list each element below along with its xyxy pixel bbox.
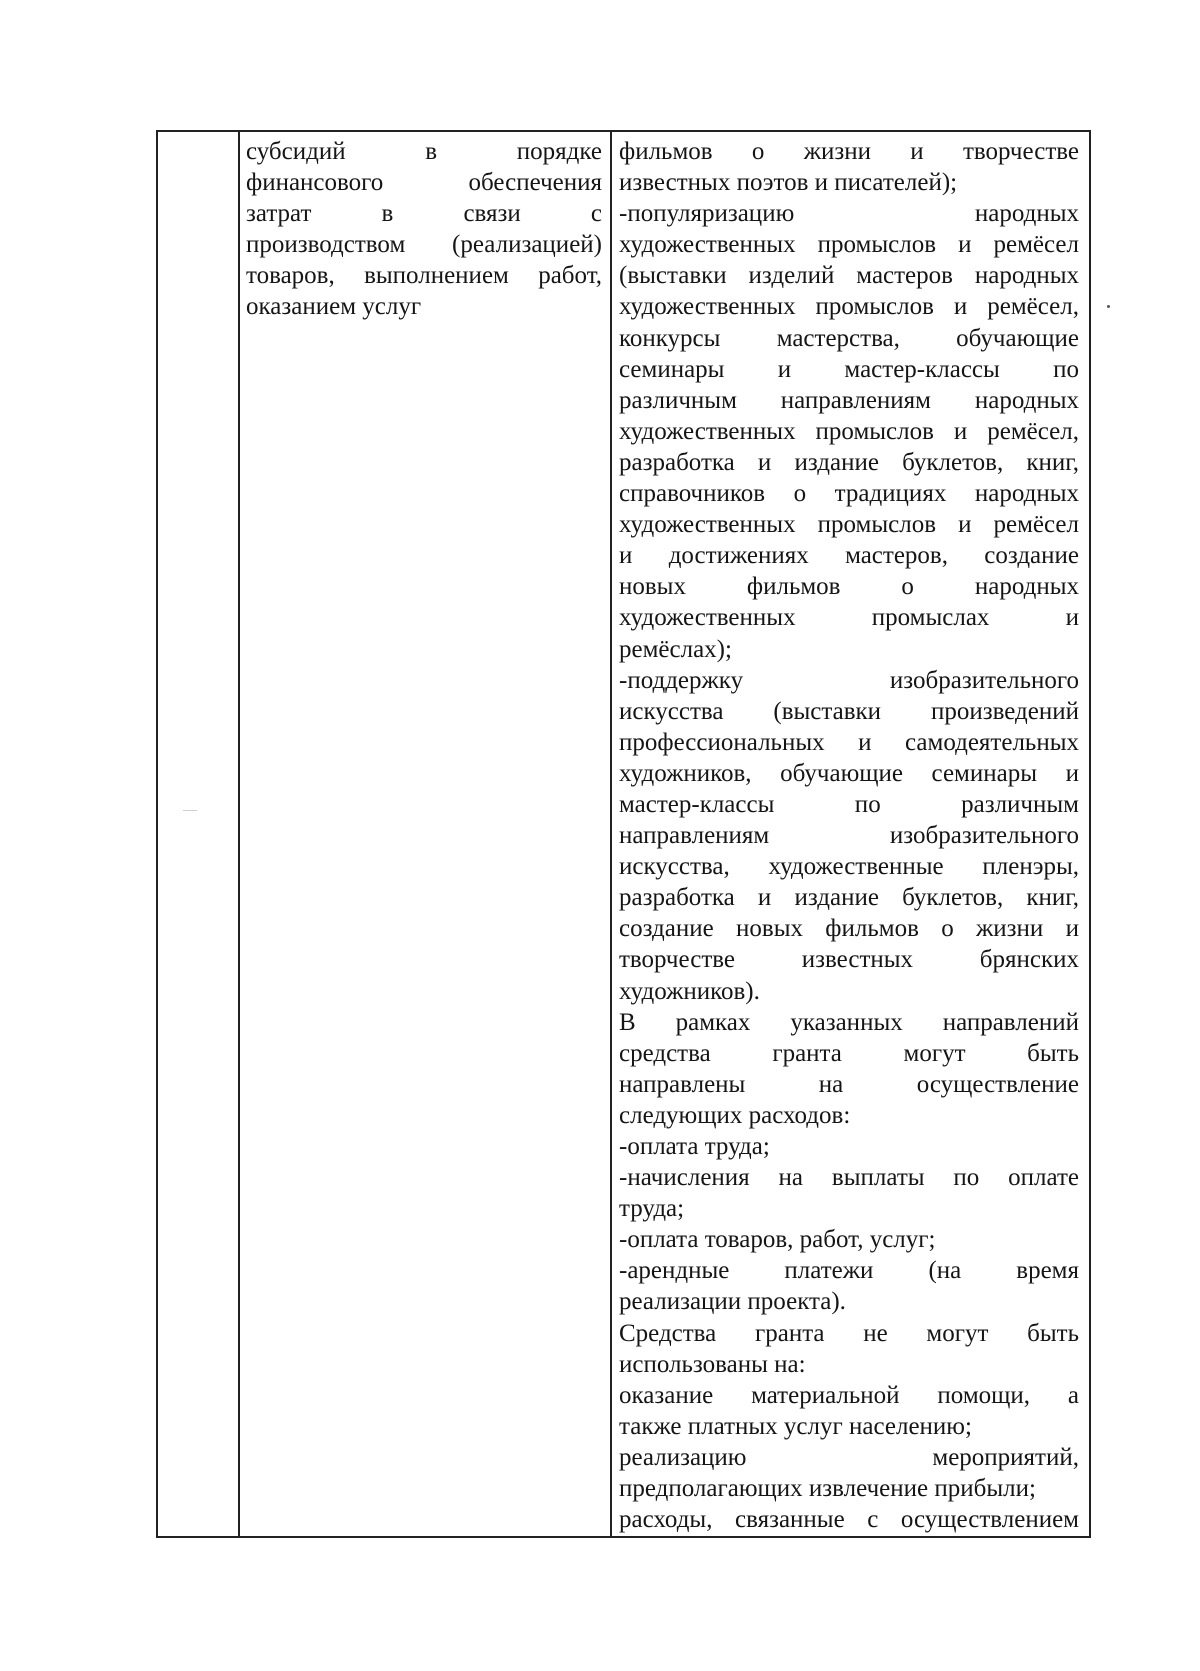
text-line: направлены на осуществление bbox=[619, 1070, 1079, 1098]
text-line: также платных услуг населению; bbox=[619, 1412, 972, 1440]
text-line: затрат в связи с bbox=[246, 200, 602, 228]
text-line: художественных промыслах и bbox=[619, 604, 1079, 632]
text-line: -оплата товаров, работ, услуг; bbox=[619, 1226, 936, 1254]
text-line: художественных промыслов и ремёсел bbox=[619, 231, 1079, 259]
text-line: реализацию мероприятий, bbox=[619, 1443, 1079, 1471]
text-line: производством (реализацией) bbox=[246, 231, 602, 259]
scan-speck bbox=[1107, 305, 1110, 308]
text-line: художественных промыслов и ремёсел, bbox=[619, 293, 1079, 321]
text-line: использованы на: bbox=[619, 1350, 806, 1378]
text-line: субсидий в порядке bbox=[246, 138, 602, 165]
text-line: фильмов о жизни и творчестве bbox=[619, 138, 1079, 165]
text-line: расходы, связанные с осуществлением bbox=[619, 1506, 1079, 1534]
name-cell bbox=[240, 132, 612, 1536]
text-line: конкурсы мастерства, обучающие bbox=[619, 324, 1079, 352]
text-line: -поддержку изобразительного bbox=[619, 666, 1079, 694]
text-line: предполагающих извлечение прибыли; bbox=[619, 1475, 1036, 1503]
text-line: Средства гранта не могут быть bbox=[619, 1319, 1079, 1347]
text-line: новых фильмов о народных bbox=[619, 573, 1079, 601]
text-line: товаров, выполнением работ, bbox=[246, 262, 602, 290]
text-line: творчестве известных брянских bbox=[619, 946, 1079, 974]
text-line: оказанием услуг bbox=[246, 293, 422, 321]
document-table bbox=[156, 130, 1091, 1538]
text-line: известных поэтов и писателей); bbox=[619, 169, 958, 197]
text-line: труда; bbox=[619, 1195, 685, 1223]
text-line: -оплата труда; bbox=[619, 1133, 770, 1160]
text-line: разработка и издание буклетов, книг, bbox=[619, 884, 1079, 912]
text-line: различным направлениям народных bbox=[619, 386, 1079, 414]
description-cell bbox=[612, 132, 1089, 1536]
text-line: В рамках указанных направлений bbox=[619, 1008, 1079, 1036]
text-line: справочников о традициях народных bbox=[619, 480, 1079, 508]
text-line: создание новых фильмов о жизни и bbox=[619, 915, 1079, 943]
text-line: средства гранта могут быть bbox=[619, 1039, 1079, 1067]
text-line: и достижениях мастеров, создание bbox=[619, 542, 1079, 570]
text-line: художественных промыслов и ремёсел, bbox=[619, 417, 1079, 445]
text-line: художников, обучающие семинары и bbox=[619, 759, 1079, 787]
text-line: финансового обеспечения bbox=[246, 169, 602, 197]
text-line: оказание материальной помощи, а bbox=[619, 1381, 1079, 1409]
text-line: искусства (выставки произведений bbox=[619, 697, 1079, 725]
number-cell bbox=[158, 132, 240, 1536]
text-line: направлениям изобразительного bbox=[619, 822, 1079, 850]
text-line: -популяризацию народных bbox=[619, 200, 1079, 228]
text-line: ремёслах); bbox=[619, 635, 732, 663]
scan-mark bbox=[183, 810, 197, 811]
text-line: художественных промыслов и ремёсел bbox=[619, 511, 1079, 539]
text-line: -начисления на выплаты по оплате bbox=[619, 1164, 1079, 1192]
text-line: мастер-классы по различным bbox=[619, 790, 1079, 818]
text-line: -арендные платежи (на время bbox=[619, 1257, 1079, 1285]
text-line: художников). bbox=[619, 977, 760, 1005]
text-line: (выставки изделий мастеров народных bbox=[619, 262, 1079, 290]
text-line: следующих расходов: bbox=[619, 1101, 851, 1129]
text-line: искусства, художественные пленэры, bbox=[619, 853, 1079, 881]
text-line: профессиональных и самодеятельных bbox=[619, 728, 1079, 756]
text-line: разработка и издание буклетов, книг, bbox=[619, 448, 1079, 476]
text-line: семинары и мастер-классы по bbox=[619, 355, 1079, 383]
text-line: реализации проекта). bbox=[619, 1288, 846, 1316]
